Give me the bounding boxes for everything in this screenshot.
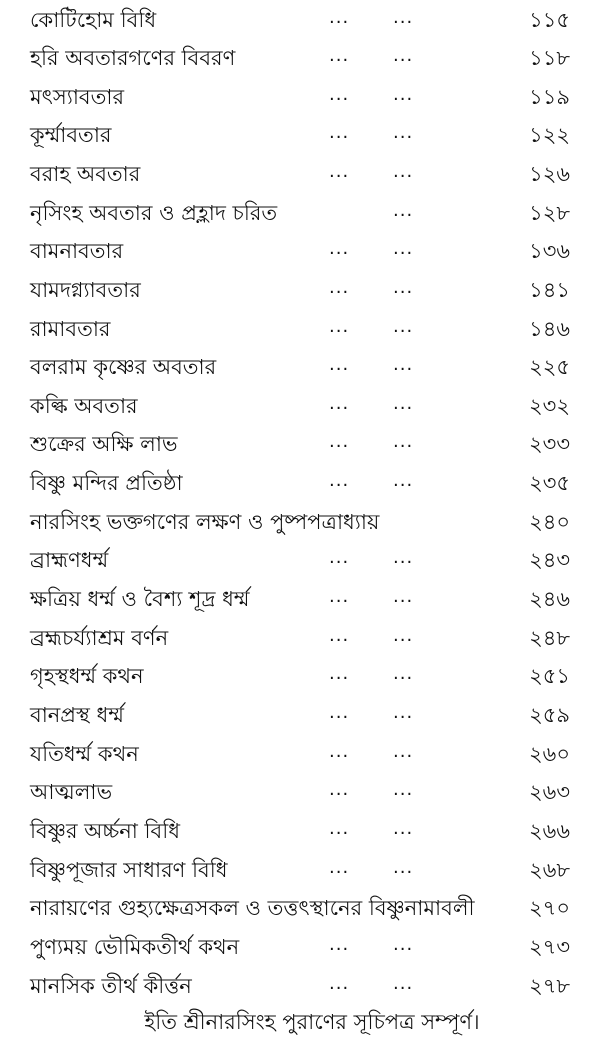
toc-entry-leader: ... <box>393 277 414 298</box>
toc-entry-leader: ... <box>329 45 350 66</box>
toc-entry-title: বিষ্ণুর অর্চ্চনা বিধি <box>30 819 180 843</box>
toc-entry-leader: ... <box>329 625 350 646</box>
toc-entry-leader: ... <box>329 818 350 839</box>
toc-entry <box>0 855 600 885</box>
toc-entry <box>0 739 600 769</box>
toc-entry-page-number: ২৪৬ <box>529 587 570 611</box>
toc-entry-title: কূর্ম্মাবতার <box>30 123 112 147</box>
toc-entry-leader: ... <box>329 277 350 298</box>
toc-entry-leader: ... <box>329 779 350 800</box>
toc-entry <box>0 275 600 305</box>
toc-entry-title: পুণ্যময় ভৌমিকতীর্থ কথন <box>30 935 240 959</box>
toc-entry <box>0 700 600 730</box>
toc-entry <box>0 816 600 846</box>
toc-entry <box>0 932 600 962</box>
toc-entry-leader: ... <box>329 316 350 337</box>
toc-entry-page-number: ২৫১ <box>529 664 570 688</box>
toc-entry <box>0 893 600 923</box>
toc-entry <box>0 971 600 1001</box>
toc-entry-leader: ... <box>329 741 350 762</box>
toc-entry <box>0 777 600 807</box>
toc-entry-page-number: ১৪৬ <box>529 317 570 341</box>
toc-entry-page-number: ২৫৯ <box>529 703 570 727</box>
toc-entry-leader: ... <box>329 586 350 607</box>
toc-entry <box>0 545 600 575</box>
toc-entry-leader: ... <box>393 818 414 839</box>
toc-entry-leader: ... <box>329 547 350 568</box>
toc-entry-title: বানপ্রস্থ ধর্ম্ম <box>30 703 124 727</box>
toc-entry-leader: ... <box>329 663 350 684</box>
toc-entry-leader: ... <box>329 122 350 143</box>
toc-entry-title: হরি অবতারগণের বিবরণ <box>30 46 236 70</box>
toc-entry-leader: ... <box>329 84 350 105</box>
toc-entry <box>0 5 600 35</box>
toc-entry-leader: ... <box>393 200 414 221</box>
toc-entry-page-number: ২৬৮ <box>529 858 570 882</box>
toc-entry-leader: ... <box>329 934 350 955</box>
toc-entry-leader: ... <box>329 973 350 994</box>
toc-entry-page-number: ২৬০ <box>529 742 570 766</box>
toc-entry <box>0 468 600 498</box>
toc-entry-title: বিষ্ণুপূজার সাধারণ বিধি <box>30 858 228 882</box>
toc-entry-title: ব্রহ্মচর্য্যাশ্রম বর্ণন <box>30 626 169 650</box>
toc-entry <box>0 391 600 421</box>
toc-entry <box>0 661 600 691</box>
toc-entry-leader: ... <box>393 431 414 452</box>
toc-entry-leader: ... <box>393 625 414 646</box>
toc-entry-title: মানসিক তীর্থ কীর্ত্তন <box>30 974 192 998</box>
toc-entry-leader: ... <box>393 702 414 723</box>
toc-entry-leader: ... <box>329 7 350 28</box>
toc-entry-leader: ... <box>393 586 414 607</box>
toc-entry-leader: ... <box>329 470 350 491</box>
toc-entry-page-number: ২৪০ <box>529 510 570 534</box>
toc-entry <box>0 120 600 150</box>
toc-entry-leader: ... <box>393 547 414 568</box>
toc-entry-title: গৃহস্থধর্ম্ম কথন <box>30 664 144 688</box>
toc-entry-page-number: ১১৯ <box>529 85 570 109</box>
toc-entry-leader: ... <box>329 238 350 259</box>
toc-entry-title: কোটিহোম বিধি <box>30 8 157 32</box>
toc-entry-page-number: ২৬৬ <box>529 819 570 843</box>
toc-entry <box>0 507 600 537</box>
toc-entry-page-number: ২৪৮ <box>529 626 570 650</box>
toc-entry-title: আত্মলাভ <box>30 780 113 804</box>
toc-entry-title: নৃসিংহ অবতার ও প্রহ্লাদ চরিত <box>30 201 278 225</box>
toc-entry-page-number: ২৭৩ <box>529 935 570 959</box>
toc-entry-page-number: ১১৫ <box>529 8 570 32</box>
toc-entry-leader: ... <box>393 934 414 955</box>
toc-entry <box>0 623 600 653</box>
toc-entry <box>0 236 600 266</box>
toc-entry <box>0 43 600 73</box>
toc-footer-note: ইতি শ্রীনারসিংহ পুরাণের সূচিপত্র সম্পূর্ণ। <box>144 1010 480 1034</box>
toc-entry-title: যামদগ্ন্যাবতার <box>30 278 141 302</box>
toc-entry-title: নারায়ণের গুহ্যক্ষেত্রসকল ও তত্তৎস্থানের বিষ্ণুনামাবলী <box>30 896 475 920</box>
toc-entry-title: রামাবতার <box>30 317 111 341</box>
toc-entry-leader: ... <box>393 973 414 994</box>
toc-entry-title: মৎস্যাবতার <box>30 85 125 109</box>
toc-entry-leader: ... <box>393 779 414 800</box>
toc-entry-leader: ... <box>393 122 414 143</box>
toc-entry-page-number: ২৬৩ <box>529 780 570 804</box>
toc-entry-title: নারসিংহ ভক্তগণের লক্ষণ ও পুষ্পপত্রাধ্যায় <box>30 510 380 534</box>
toc-entry-title: বলরাম কৃষ্ণের অবতার <box>30 355 217 379</box>
toc-entry-page-number: ১৪১ <box>529 278 570 302</box>
toc-entry-leader: ... <box>329 857 350 878</box>
toc-entry-leader: ... <box>393 238 414 259</box>
toc-entry-page-number: ২৭৮ <box>529 974 570 998</box>
toc-entry-page-number: ১২২ <box>529 123 570 147</box>
toc-entry-title: ক্ষত্রিয় ধর্ম্ম ও বৈশ্য শূদ্র ধর্ম্ম <box>30 587 250 611</box>
toc-entry-leader: ... <box>329 161 350 182</box>
toc-entry <box>0 584 600 614</box>
toc-entry-title: কল্কি অবতার <box>30 394 138 418</box>
toc-entry-title: শুক্রের অক্ষি লাভ <box>30 432 178 456</box>
toc-entry-leader: ... <box>393 741 414 762</box>
toc-entry-page-number: ১২৮ <box>529 201 570 225</box>
toc-entry-leader: ... <box>393 354 414 375</box>
toc-entry-leader: ... <box>393 161 414 182</box>
toc-entry-page-number: ২৭০ <box>529 896 570 920</box>
toc-entry-leader: ... <box>393 45 414 66</box>
toc-entry-leader: ... <box>329 431 350 452</box>
toc-entry <box>0 159 600 189</box>
toc-entry-leader: ... <box>393 7 414 28</box>
toc-entry-leader: ... <box>329 354 350 375</box>
toc-entry-page-number: ২৩২ <box>529 394 570 418</box>
toc-entry-title: যতিধর্ম্ম কথন <box>30 742 139 766</box>
toc-entry-leader: ... <box>393 857 414 878</box>
toc-entry-page-number: ২৩৩ <box>529 432 570 456</box>
toc-entry-leader: ... <box>329 393 350 414</box>
toc-entry-leader: ... <box>393 84 414 105</box>
toc-entry-leader: ... <box>393 316 414 337</box>
toc-entry-page-number: ২৪৩ <box>529 548 570 572</box>
toc-entry-page-number: ১১৮ <box>529 46 570 70</box>
toc-entry <box>0 198 600 228</box>
toc-entry <box>0 352 600 382</box>
toc-entry-leader: ... <box>393 663 414 684</box>
toc-entry-page-number: ২২৫ <box>529 355 570 379</box>
toc-entry-leader: ... <box>393 393 414 414</box>
toc-entry-title: বরাহ অবতার <box>30 162 141 186</box>
toc-entry <box>0 429 600 459</box>
toc-entry-leader: ... <box>329 702 350 723</box>
toc-entry-title: বিষ্ণু মন্দির প্রতিষ্ঠা <box>30 471 183 495</box>
toc-entry-page-number: ২৩৫ <box>529 471 570 495</box>
toc-entry-leader: ... <box>393 470 414 491</box>
toc-entry-page-number: ১৩৬ <box>529 239 570 263</box>
toc-entry-page-number: ১২৬ <box>529 162 570 186</box>
toc-entry <box>0 82 600 112</box>
toc-entry-title: ব্রাহ্মণধর্ম্ম <box>30 548 109 572</box>
toc-entry-title: বামনাবতার <box>30 239 124 263</box>
toc-entry <box>0 314 600 344</box>
